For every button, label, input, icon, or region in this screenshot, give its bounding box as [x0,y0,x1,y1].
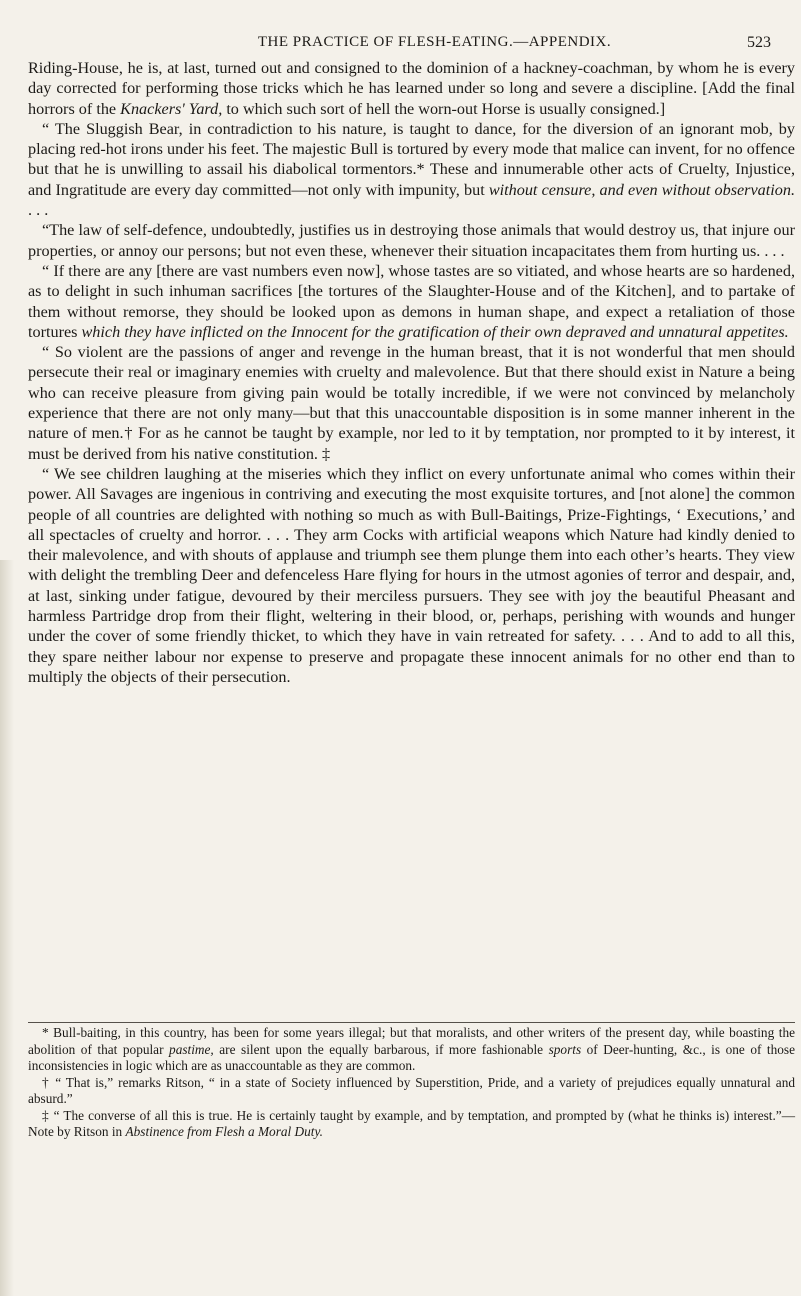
running-header [98,34,771,54]
text-run: “ So violent are the passions of anger and revenge in the human breast, that it is not wonderful that men should persecute their real or imaginary enemies with cruelty and malevolence. But that there should exist in Nature a being who can receive pleasure from giving pain would be totally incredible, if we were not convinced by melancholy experience that there are not only many—but that this unaccountable disposition is in some manner inherent in the nature of men.† For as he cannot be taught by example, nor led to it by temptation, nor prompted to it by interest, it must be derived from his native constitution. ‡ [28,343,795,463]
paragraph [28,342,795,464]
page-edge-shadow [0,560,14,1296]
text-run: * Bull-baiting, in this country, has been for some years illegal; but that moralists, and other writers of the present day, while boasting the abolition of that popular [28,1025,795,1057]
footnote [28,1025,795,1075]
text-run: of Deer-hunting, &c., is one of those inconsistencies in logic which are as unaccountable as they are common. [28,1041,796,1073]
text-run: to which such sort of hell the worn-out Horse is usually consigned.] [222,99,666,118]
footnote-divider [28,1022,795,1023]
paragraph [28,220,795,261]
running-title: THE PRACTICE OF FLESH-EATING.—APPENDIX. [257,34,612,50]
paragraph [28,261,795,342]
italic-text: pastime, [169,1041,214,1057]
italic-text: Abstinence from Flesh a Moral Duty. [125,1124,323,1139]
text-run: . . . [28,201,49,220]
italic-text: sports [548,1041,582,1057]
paragraph [28,119,795,220]
footnotes [28,1025,795,1141]
text-run: “ We see children laughing at the miseries which they inflict on every unfortunate animal who comes within their power. All Savages are ingenious in contriving and executing the most exquisite tortures, and [not alone] the common people of all countries are delighted with nothing so much as with Bull-Baitings, Prize-Fightings, ‘ Executions,’ and all spectacles of cruelty and horror. . . . They arm Cocks with artificial weapons which Nature had kindly denied to their malevolence, and with shouts of applause and triumph see them plunge them into each other’s hearts. They view with delight the trembling Deer and defenceless Hare flying for hours in the utmost agonies of terror and despair, and, at last, sinking under fatigue, devoured by their merciless pursuers. They see with joy the beautiful Pheasant and harmless Partridge drop from their flight, weltering in their blood, or, perhaps, perishing with wounds and hunger under the cover of some friendly thicket, to which they have in vain retreated for safety. . . . And to add to all this, they spare neither labour nor expense to preserve and propagate these innocent animals for no other end than to multiply the objects of their persecution. [28,464,795,686]
footnote [28,1075,795,1108]
text-run: “The law of self-defence, undoubtedly, justifies us in destroying those animals that would destroy us, that injure our properties, or annoy our persons; but not even these, whenever their situation incapacitates them from hurting us. . . . [28,221,795,260]
text-run: “ The Sluggish Bear, in contradiction to his nature, is taught to dance, for the diversion of an ignorant mob, by placing red-hot irons under his feet. The majestic Bull is tortured by every mode that malice can invent, for no offence but that he is unwilling to assail his diabolical tormentors.* These and innumerable other acts of Cruelty, Injustice, and Ingratitude are every day committed—not only with impunity, but [28,119,795,199]
main-text [28,58,795,687]
footnote [28,1108,795,1141]
paragraph [28,464,795,687]
italic-text: Knackers' Yard, [120,99,223,118]
text-run: ‡ “ The converse of all this is true. He is certainly taught by example, and by temptation, and prompted by (what he thinks is) interest.”—Note by Ritson in [28,1107,795,1139]
italic-text: without censure, and even without observation. [488,180,795,199]
italic-text: which they have inflicted on the Innocent for the gratification of their own depraved and unnatural appetites. [81,322,789,341]
text-run: Riding-House, he is, at last, turned out and consigned to the dominion of a hackney-coachman, by whom he is every day corrected for performing those tricks which he has learned under so long and severe a discipline. [Add the final horrors of the [28,59,795,118]
text-run: “ If there are any [there are vast numbers even now], whose tastes are so vitiated, and whose hearts are so hardened, as to delight in such inhuman sacrifices [the tortures of the Slaughter-House and of the Kitchen], and to partake of them without remorse, they should be looked upon as demons in human shape, and expect a retaliation of those tortures [28,261,795,341]
page-number: 523 [747,34,771,51]
paragraph [28,58,795,119]
text-run: are silent upon the equally barbarous, if more fashionable [213,1041,549,1057]
text-run: † “ That is,” remarks Ritson, “ in a state of Society influenced by Superstition, Pride, and a variety of prejudices equally unnatural and absurd.” [28,1074,795,1106]
